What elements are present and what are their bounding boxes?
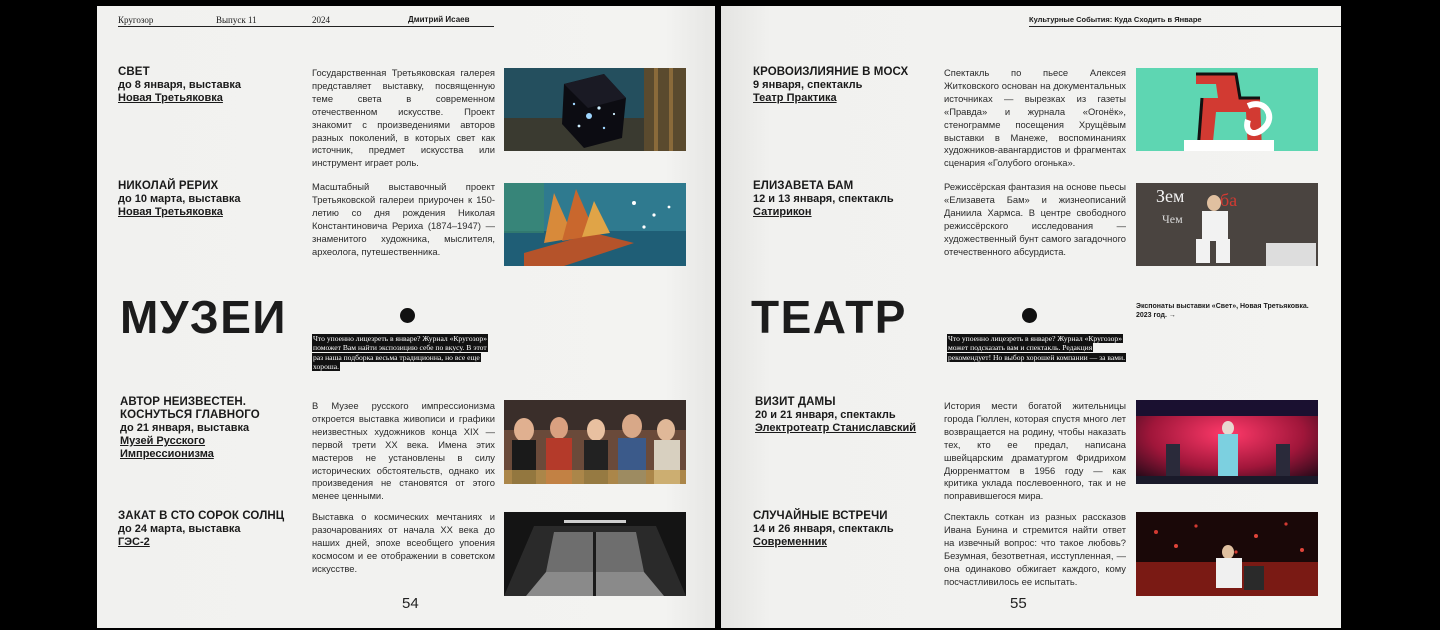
event-avtor-neizvesten: [120, 396, 260, 461]
event-date: 14 и 26 января, спектакль: [753, 523, 894, 535]
header-issue: Выпуск 11: [216, 15, 257, 25]
crowd-painting-artwork: [504, 400, 686, 484]
dark-hall-photo: [504, 512, 686, 596]
page-number-left: 54: [402, 595, 419, 612]
event-title: ВИЗИТ ДАМЫ: [755, 396, 836, 408]
abstract-figure-artwork: [1136, 68, 1318, 151]
header-year: 2024: [312, 15, 330, 25]
event-rerikh: [118, 180, 241, 219]
event-image-vizit-damy: [1136, 400, 1318, 484]
right-page: [721, 6, 1341, 628]
poster-graffiti-text: Зем: [1156, 186, 1185, 206]
section-intro-text: Что упоенно лицезреть в январе? Журнал «Кругозор» может подсказать вам и спектакль. Редакция рекомендует! Но выбор хорошей компании — за вами.: [948, 334, 1126, 362]
event-image-krovoizliyanie: [1136, 68, 1318, 151]
header-running-title: Культурные События: Куда Сходить в Январе: [1029, 15, 1202, 24]
event-image-elizaveta-bam: [1136, 183, 1318, 266]
section-intro: [947, 334, 1133, 362]
event-venue[interactable]: Электротеатр Станиславский: [755, 422, 917, 434]
event-title: АВТОР НЕИЗВЕСТЕН.: [120, 396, 247, 408]
event-image-zakat: [504, 512, 686, 596]
section-intro: [312, 334, 498, 372]
section-title-theatre: ТЕАТР: [751, 291, 907, 343]
event-krovoizliyanie: [753, 66, 908, 105]
event-date: 9 января, спектакль: [753, 79, 863, 91]
header-rule: [1029, 26, 1341, 27]
event-date: 12 и 13 января, спектакль: [753, 193, 894, 205]
event-venue[interactable]: ГЭС-2: [118, 536, 150, 548]
event-description: Спектакль соткан из разных рассказов Ивана Бунина и стремится найти ответ на извечный вопрос: что такое любовь? Безумная, безответная, исступленная, — она одинаково обжигает каждого, кому посчастливилось ее испытать.: [944, 511, 1126, 587]
event-svet: [118, 66, 241, 105]
header-author: Дмитрий Исаев: [408, 15, 470, 24]
event-description: История мести богатой жительницы города Гюллен, которая спустя много лет возвращается на родину, чтобы наказать тех, кто ее предал, написана швейцарским драматургом Фридрихом Дюрренматтом в 1956 году — как критика уклада послевоенного, так и не поправившегося мира.: [944, 400, 1126, 502]
event-image-sluchainye-vstrechi: [1136, 512, 1318, 596]
event-title-line2: КОСНУТЬСЯ ГЛАВНОГО: [120, 409, 260, 421]
section-intro-text: Что упоенно лицезреть в январе? Журнал «Кругозор» поможет Вам найти экспозицию себе по вкусу. В этот раз наша подборка весьма традиционна, но все еще хороша.: [313, 334, 487, 372]
event-title: ЕЛИЗАВЕТА БАМ: [753, 180, 854, 192]
illuminated-cube-artwork: [504, 68, 686, 151]
event-title: НИКОЛАЙ РЕРИХ: [118, 180, 219, 192]
event-image-svet: [504, 68, 686, 151]
photo-caption: Экспонаты выставки «Свет», Новая Третьяковка. 2023 год. →: [1136, 303, 1309, 319]
bullet-dot: [400, 308, 415, 323]
event-vizit-damy: [755, 396, 916, 435]
page-number-right: 55: [1010, 595, 1027, 612]
poster-graffiti-text-red: ба: [1220, 190, 1238, 210]
event-venue[interactable]: Театр Практика: [753, 92, 837, 104]
event-zakat: [118, 510, 284, 549]
event-venue[interactable]: Сатирикон: [753, 206, 812, 218]
event-date: до 21 января, выставка: [120, 422, 250, 434]
event-title: ЗАКАТ В СТО СОРОК СОЛНЦ: [118, 510, 285, 522]
event-date: до 24 марта, выставка: [118, 523, 241, 535]
event-image-rerikh: [504, 183, 686, 266]
event-description: Государственная Третьяковская галерея представляет выставку, посвященную теме света в современном отечественном искусстве. Проект знакомит с произведениями авторов разных поколений, в которых свет как источник, предмет искусства или инструмент играет роль.: [312, 67, 495, 169]
event-date: 20 и 21 января, спектакль: [755, 409, 896, 421]
event-venue[interactable]: Новая Третьяковка: [118, 206, 223, 218]
event-description: Спектакль по пьесе Алексея Житковского основан на документальных источниках — вырезках из газеты «Правда» и журнала «Огонёк», стенограмме посещения Хрущёвым выставки в Манеже, воспоминаниях художников-авангардистов и фрагментах сценария «Голубого огонька».: [944, 67, 1126, 169]
header-magazine-name: Кругозор: [118, 15, 154, 25]
event-elizaveta-bam: [753, 180, 894, 219]
event-venue[interactable]: Музей Русского: [120, 435, 206, 447]
bullet-dot: [1022, 308, 1037, 323]
event-description: Выставка о космических мечтаниях и разочарованиях от начала XX века до наших дней, эпохе всеобщего упоения космосом и ее отображении в советском искусстве.: [312, 511, 495, 574]
red-petals-stage-photo: [1136, 512, 1318, 596]
section-title-museums: МУЗЕИ: [120, 291, 287, 343]
event-sluchainye-vstrechi: [753, 510, 894, 549]
event-description: Масштабный выставочный проект Третьяковской галереи приурочен к 150-летию со дня рождения Николая Константиновича Рериха (1874–1947) — знаменитого художника, мыслителя, археолога, путешественника.: [312, 181, 495, 257]
red-stage-photo: [1136, 400, 1318, 484]
header-rule: [118, 26, 494, 27]
event-title: СЛУЧАЙНЫЕ ВСТРЕЧИ: [753, 510, 888, 522]
event-image-avtor: [504, 400, 686, 484]
event-title: КРОВОИЗЛИЯНИЕ В МОСХ: [753, 66, 909, 78]
event-title: СВЕТ: [118, 66, 150, 78]
poster-graffiti-text-2: Чем: [1162, 212, 1183, 226]
ship-painting-artwork: [504, 183, 686, 266]
event-venue[interactable]: Современник: [753, 536, 827, 548]
event-description: Режиссёрская фантазия на основе пьесы «Елизавета Бам» и жизнеописаний Даниила Хармса. В центре свободного режиссёрского исследования — художественный бунт самого загадочного отечественного абсурдиста.: [944, 181, 1126, 257]
event-date: до 10 марта, выставка: [118, 193, 241, 205]
left-page: [97, 6, 715, 628]
event-venue-line2[interactable]: Импрессионизма: [120, 448, 214, 460]
event-description: В Музее русского импрессионизма откроется выставка живописи и графики неизвестных художников конца XIX — первой трети XX века. Имена этих мастеров не установлены в силу исторических обстоятельств, однако их произведения не становятся от этого менее ценными.: [312, 400, 495, 502]
event-venue[interactable]: Новая Третьяковка: [118, 92, 223, 104]
event-date: до 8 января, выставка: [118, 79, 241, 91]
